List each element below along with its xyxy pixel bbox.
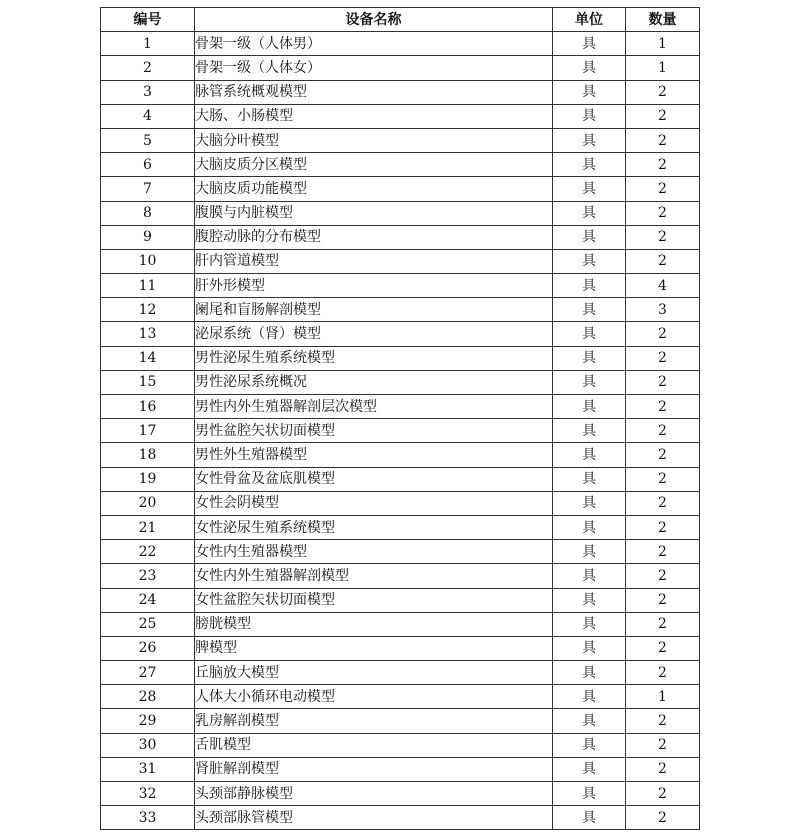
row-equipment-name: 乳房解剖模型 [195, 709, 553, 733]
row-equipment-name: 男性泌尿生殖系统模型 [195, 346, 553, 370]
table-row [101, 467, 700, 491]
row-number: 15 [101, 370, 195, 394]
row-number: 9 [101, 225, 195, 249]
row-equipment-name: 大脑分叶模型 [195, 128, 553, 152]
table-row [101, 806, 700, 830]
row-quantity: 2 [626, 249, 700, 273]
row-number: 24 [101, 588, 195, 612]
row-equipment-name: 男性内外生殖器解剖层次模型 [195, 395, 553, 419]
row-equipment-name: 腹膜与内脏模型 [195, 201, 553, 225]
row-unit: 具 [553, 515, 626, 539]
row-equipment-name: 女性泌尿生殖系统模型 [195, 515, 553, 539]
table-row [101, 177, 700, 201]
row-number: 14 [101, 346, 195, 370]
row-number: 33 [101, 806, 195, 830]
table-row [101, 370, 700, 394]
row-quantity: 3 [626, 298, 700, 322]
row-unit: 具 [553, 467, 626, 491]
row-equipment-name: 骨架一级（人体女） [195, 56, 553, 80]
row-unit: 具 [553, 806, 626, 830]
table-row [101, 395, 700, 419]
row-equipment-name: 腹腔动脉的分布模型 [195, 225, 553, 249]
row-unit: 具 [553, 491, 626, 515]
row-quantity: 2 [626, 467, 700, 491]
row-number: 7 [101, 177, 195, 201]
table-row [101, 274, 700, 298]
row-quantity: 1 [626, 56, 700, 80]
row-unit: 具 [553, 395, 626, 419]
row-equipment-name: 脾模型 [195, 636, 553, 660]
table-row [101, 782, 700, 806]
table-row [101, 661, 700, 685]
row-unit: 具 [553, 346, 626, 370]
table-row [101, 757, 700, 781]
table-row [101, 346, 700, 370]
row-number: 3 [101, 80, 195, 104]
table-row [101, 588, 700, 612]
row-equipment-name: 头颈部静脉模型 [195, 782, 553, 806]
row-quantity: 2 [626, 153, 700, 177]
table-row [101, 80, 700, 104]
row-unit: 具 [553, 661, 626, 685]
row-number: 13 [101, 322, 195, 346]
table-row [101, 443, 700, 467]
row-quantity: 2 [626, 588, 700, 612]
row-quantity: 2 [626, 782, 700, 806]
row-quantity: 2 [626, 515, 700, 539]
row-unit: 具 [553, 32, 626, 56]
row-equipment-name: 女性会阴模型 [195, 491, 553, 515]
row-unit: 具 [553, 201, 626, 225]
row-quantity: 2 [626, 636, 700, 660]
table-row [101, 298, 700, 322]
row-quantity: 2 [626, 757, 700, 781]
row-equipment-name: 女性盆腔矢状切面模型 [195, 588, 553, 612]
row-number: 20 [101, 491, 195, 515]
row-quantity: 2 [626, 709, 700, 733]
row-unit: 具 [553, 177, 626, 201]
row-number: 32 [101, 782, 195, 806]
row-unit: 具 [553, 153, 626, 177]
row-unit: 具 [553, 757, 626, 781]
row-number: 10 [101, 249, 195, 273]
row-equipment-name: 膀胱模型 [195, 612, 553, 636]
row-unit: 具 [553, 56, 626, 80]
row-equipment-name: 舌肌模型 [195, 733, 553, 757]
header-number: 编号 [101, 8, 195, 32]
row-equipment-name: 男性泌尿系统概况 [195, 370, 553, 394]
row-number: 21 [101, 515, 195, 539]
table-row [101, 515, 700, 539]
table-row [101, 709, 700, 733]
table-row [101, 612, 700, 636]
table-header [101, 8, 700, 32]
table-row [101, 56, 700, 80]
row-quantity: 2 [626, 733, 700, 757]
table-row [101, 322, 700, 346]
row-equipment-name: 肝外形模型 [195, 274, 553, 298]
row-quantity: 2 [626, 80, 700, 104]
row-quantity: 2 [626, 419, 700, 443]
row-number: 27 [101, 661, 195, 685]
row-unit: 具 [553, 588, 626, 612]
row-unit: 具 [553, 685, 626, 709]
row-quantity: 2 [626, 177, 700, 201]
row-unit: 具 [553, 249, 626, 273]
row-number: 17 [101, 419, 195, 443]
row-number: 28 [101, 685, 195, 709]
table-row [101, 419, 700, 443]
row-quantity: 2 [626, 491, 700, 515]
row-equipment-name: 男性盆腔矢状切面模型 [195, 419, 553, 443]
table-row [101, 491, 700, 515]
row-number: 23 [101, 564, 195, 588]
row-quantity: 4 [626, 274, 700, 298]
table-row [101, 104, 700, 128]
row-number: 5 [101, 128, 195, 152]
header-row [101, 8, 700, 32]
table-row [101, 128, 700, 152]
row-quantity: 2 [626, 370, 700, 394]
row-number: 29 [101, 709, 195, 733]
row-number: 18 [101, 443, 195, 467]
row-unit: 具 [553, 540, 626, 564]
row-number: 31 [101, 757, 195, 781]
row-unit: 具 [553, 733, 626, 757]
row-unit: 具 [553, 104, 626, 128]
row-unit: 具 [553, 298, 626, 322]
row-quantity: 2 [626, 225, 700, 249]
header-equipment-name: 设备名称 [195, 8, 553, 32]
table-row [101, 733, 700, 757]
row-unit: 具 [553, 782, 626, 806]
row-number: 22 [101, 540, 195, 564]
row-equipment-name: 女性内生殖器模型 [195, 540, 553, 564]
row-equipment-name: 骨架一级（人体男） [195, 32, 553, 56]
row-equipment-name: 头颈部脉管模型 [195, 806, 553, 830]
header-quantity: 数量 [626, 8, 700, 32]
row-quantity: 2 [626, 322, 700, 346]
row-quantity: 2 [626, 540, 700, 564]
row-unit: 具 [553, 612, 626, 636]
row-equipment-name: 大肠、小肠模型 [195, 104, 553, 128]
row-equipment-name: 肾脏解剖模型 [195, 757, 553, 781]
row-number: 30 [101, 733, 195, 757]
row-quantity: 2 [626, 104, 700, 128]
row-quantity: 2 [626, 564, 700, 588]
row-quantity: 2 [626, 346, 700, 370]
equipment-table [100, 7, 700, 830]
table-row [101, 636, 700, 660]
row-unit: 具 [553, 564, 626, 588]
row-unit: 具 [553, 80, 626, 104]
row-number: 11 [101, 274, 195, 298]
row-number: 2 [101, 56, 195, 80]
table-row [101, 540, 700, 564]
row-quantity: 1 [626, 32, 700, 56]
row-equipment-name: 阑尾和盲肠解剖模型 [195, 298, 553, 322]
table-row [101, 225, 700, 249]
row-number: 6 [101, 153, 195, 177]
row-equipment-name: 男性外生殖器模型 [195, 443, 553, 467]
row-equipment-name: 女性内外生殖器解剖模型 [195, 564, 553, 588]
row-equipment-name: 人体大小循环电动模型 [195, 685, 553, 709]
table-row [101, 153, 700, 177]
row-unit: 具 [553, 274, 626, 298]
row-number: 12 [101, 298, 195, 322]
row-unit: 具 [553, 128, 626, 152]
row-quantity: 2 [626, 806, 700, 830]
row-equipment-name: 大脑皮质分区模型 [195, 153, 553, 177]
row-unit: 具 [553, 443, 626, 467]
row-equipment-name: 丘脑放大模型 [195, 661, 553, 685]
row-number: 8 [101, 201, 195, 225]
row-quantity: 2 [626, 395, 700, 419]
row-number: 4 [101, 104, 195, 128]
row-number: 1 [101, 32, 195, 56]
row-unit: 具 [553, 636, 626, 660]
row-unit: 具 [553, 370, 626, 394]
table-row [101, 685, 700, 709]
row-equipment-name: 大脑皮质功能模型 [195, 177, 553, 201]
table-row [101, 249, 700, 273]
row-unit: 具 [553, 225, 626, 249]
row-equipment-name: 女性骨盆及盆底肌模型 [195, 467, 553, 491]
row-quantity: 2 [626, 443, 700, 467]
row-unit: 具 [553, 419, 626, 443]
row-equipment-name: 脉管系统概观模型 [195, 80, 553, 104]
row-number: 16 [101, 395, 195, 419]
row-quantity: 2 [626, 661, 700, 685]
table-row [101, 32, 700, 56]
row-number: 19 [101, 467, 195, 491]
row-unit: 具 [553, 709, 626, 733]
row-quantity: 2 [626, 128, 700, 152]
row-quantity: 2 [626, 612, 700, 636]
row-quantity: 2 [626, 201, 700, 225]
header-unit: 单位 [553, 8, 626, 32]
table-row [101, 201, 700, 225]
row-number: 25 [101, 612, 195, 636]
row-equipment-name: 肝内管道模型 [195, 249, 553, 273]
row-quantity: 1 [626, 685, 700, 709]
table-body [101, 32, 700, 830]
table-row [101, 564, 700, 588]
row-number: 26 [101, 636, 195, 660]
row-unit: 具 [553, 322, 626, 346]
row-equipment-name: 泌尿系统（肾）模型 [195, 322, 553, 346]
